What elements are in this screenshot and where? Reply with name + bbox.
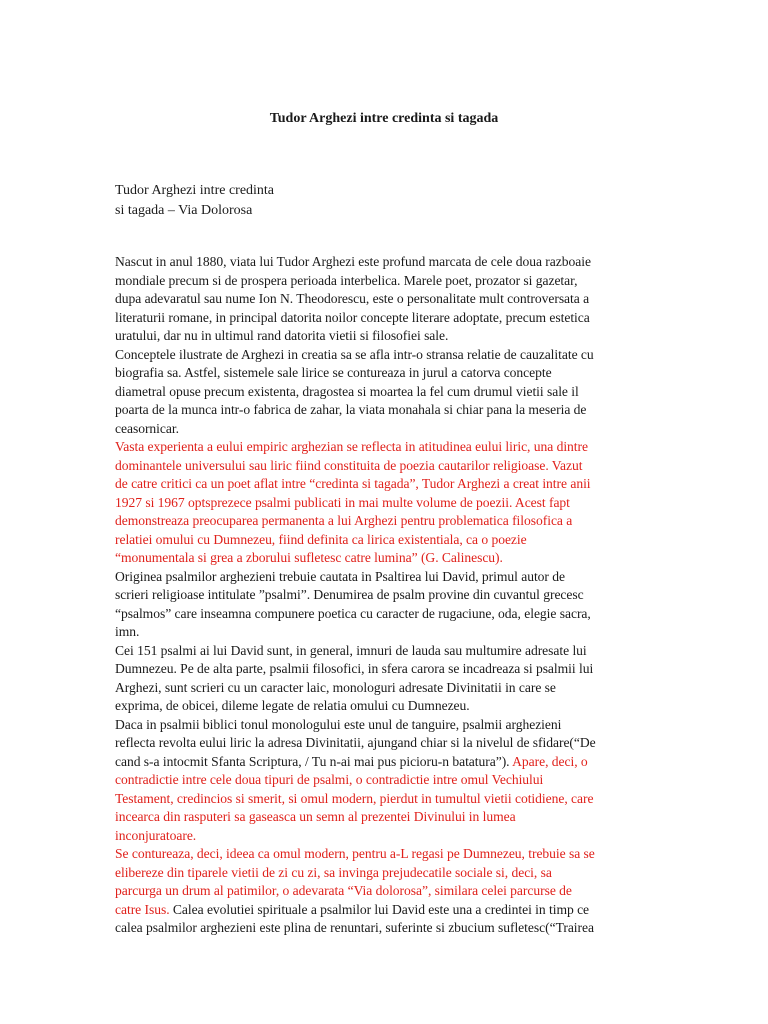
body-text: uratului, dar nu in ultimul rand datorita vietii si filosofiei sale.: [115, 328, 449, 343]
body-text: “psalmos” care inseamna compunere poetica cu caracter de rugaciune, oda, elegie sacra,: [115, 605, 591, 621]
body-line: [115, 383, 655, 402]
body-line: [115, 919, 655, 938]
body-line: [115, 309, 655, 328]
highlighted-text: demonstreaza preocuparea permanenta a lui Arghezi pentru problematica filosofica a: [115, 513, 573, 528]
highlighted-text: contradictie intre cele doua tipuri de psalmi, o contradictie intre omul Vechiului: [115, 772, 544, 787]
body-line: [115, 549, 655, 568]
body-text: cand s-a intocmit Sfanta Scriptura, / Tu n-ai mai pus picioru-n batatura”).: [115, 753, 513, 769]
body-line: [115, 253, 655, 272]
subtitle-line: si tagada – Via Dolorosa: [115, 203, 253, 218]
highlighted-text: Testament, credincios si smerit, si omul modern, pierdut in tumultul vietii cotidiene, care: [115, 790, 594, 806]
body-text: Nascut in anul 1880, viata lui Tudor Arghezi este profund marcata de cele doua razboaie: [115, 254, 591, 269]
body-line: [115, 512, 655, 531]
body-line: [115, 697, 655, 716]
body-text: exprima, de obicei, dileme legate de relatia omului cu Dumnezeu.: [115, 698, 470, 713]
body-line: [115, 808, 655, 827]
body-line: [115, 457, 655, 476]
body-text: biografia sa. Astfel, sistemele sale lirice se contureaza in jurul a catorva concepte: [115, 365, 552, 380]
body-line: [115, 845, 655, 864]
body-line: [115, 346, 655, 365]
body-line: [115, 660, 655, 679]
body-line: [115, 901, 655, 920]
body-text: calea psalmilor arghezieni este plina de renuntari, suferinte si zbucium sufletesc(“Trairea: [115, 920, 594, 935]
highlighted-text: relatiei omului cu Dumnezeu, fiind definita ca lirica existentiala, ca o poezie: [115, 531, 527, 547]
body-line: [115, 327, 655, 346]
body-line: [115, 290, 655, 309]
body-text: Dumnezeu. Pe de alta parte, psalmii filosofici, in sfera carora se incadreaza si psalmii lui: [115, 661, 594, 676]
highlighted-text: catre Isus.: [115, 901, 173, 917]
body-text: imn.: [115, 624, 140, 639]
body-line: [115, 623, 655, 642]
highlighted-text: Se contureaza, deci, ideea ca omul modern, pentru a-L regasi pe Dumnezeu, trebuie sa se: [115, 846, 595, 861]
highlighted-text: 1927 si 1967 optsprezece psalmi publicati in mai multe volume de poezii. Acest fapt: [115, 494, 570, 510]
body-line: [115, 568, 655, 587]
body-text: scrieri religioase intitulate ”psalmi”. Denumirea de psalm provine din cuvantul grecesc: [115, 587, 584, 602]
body-line: [115, 364, 655, 383]
body-text: reflecta revolta eului liric la adresa Divinitatii, ajungand chiar si la nivelul de sfidare(“De: [115, 735, 596, 750]
body-line: [115, 642, 655, 661]
subtitle-line: Tudor Arghezi intre credinta: [115, 183, 275, 198]
body-line: [115, 531, 655, 550]
body-line: [115, 771, 655, 790]
highlighted-text: inconjuratoare.: [115, 827, 197, 843]
body-text: Conceptele ilustrate de Arghezi in creatia sa se afla intr-o stransa relatie de cauzalitate cu: [115, 346, 594, 362]
body-text: diametral opuse precum existenta, dragostea si moartea la fel cum drumul vietii sale il: [115, 383, 579, 399]
body-text: Calea evolutiei spirituale a psalmilor lui David este una a credintei in timp ce: [172, 901, 590, 917]
body-text: poarta de la munca intr-o fabrica de zahar, la viata monahala si chiar pana la meseria de: [115, 402, 587, 417]
body-line: [115, 734, 655, 753]
highlighted-text: “monumentala si grea a zborului sufletesc catre lumina” (G. Calinescu).: [115, 550, 503, 565]
body-line: [115, 438, 655, 457]
highlighted-text: parcurga un drum al patimilor, o adevarata “Via dolorosa”, similara celei parcurse de: [115, 883, 572, 898]
document-body: [115, 253, 655, 938]
body-line: [115, 475, 655, 494]
body-text: dupa adevaratul sau nume Ion N. Theodorescu, este o personalitate mult controversata a: [115, 291, 590, 306]
document-title: Tudor Arghezi intre credinta si tagada: [269, 111, 499, 126]
document-subtitle: [115, 181, 415, 221]
body-line: [115, 679, 655, 698]
highlighted-text: Apare, deci, o: [512, 753, 588, 769]
body-line: [115, 753, 655, 772]
body-line: [115, 494, 655, 513]
body-line: [115, 790, 655, 809]
body-line: [115, 420, 655, 439]
body-line: [115, 272, 655, 291]
body-line: [115, 586, 655, 605]
highlighted-text: Vasta experienta a eului empiric arghezian se reflecta in atitudinea eului liric, una dintre: [115, 439, 588, 454]
highlighted-text: dominantele universului sau liric fiind constituita de poezia cautarilor religioase. Vazut: [115, 457, 583, 473]
body-line: [115, 716, 655, 735]
body-text: literaturii romane, in principal datorita noilor concepte literare adoptate, precum estetica: [115, 309, 590, 325]
body-text: Originea psalmilor arghezieni trebuie cautata in Psaltirea lui David, primul autor de: [115, 568, 565, 584]
body-text: Arghezi, sunt scrieri cu un caracter laic, monologuri adresate Divinitatii in care se: [115, 679, 556, 695]
highlighted-text: elibereze din tiparele vietii de zi cu zi, sa invinga prejudecatile sociale si, deci, sa: [115, 864, 552, 880]
highlighted-text: incearca din rasputeri sa gaseasca un semn al prezentei Divinului in lumea: [115, 809, 516, 824]
body-line: [115, 401, 655, 420]
body-text: mondiale precum si de prospera perioada interbelica. Marele poet, prozator si gazetar,: [115, 272, 578, 288]
body-text: ceasornicar.: [115, 420, 179, 436]
body-line: [115, 827, 655, 846]
body-line: [115, 882, 655, 901]
highlighted-text: de catre critici ca un poet aflat intre “credinta si tagada”, Tudor Arghezi a creat intre anii: [115, 476, 591, 491]
body-text: Daca in psalmii biblici tonul monologului este unul de tanguire, psalmii arghezieni: [115, 716, 562, 732]
body-text: Cei 151 psalmi ai lui David sunt, in general, imnuri de lauda sau multumire adresate lui: [115, 642, 587, 658]
body-line: [115, 605, 655, 624]
body-line: [115, 864, 655, 883]
